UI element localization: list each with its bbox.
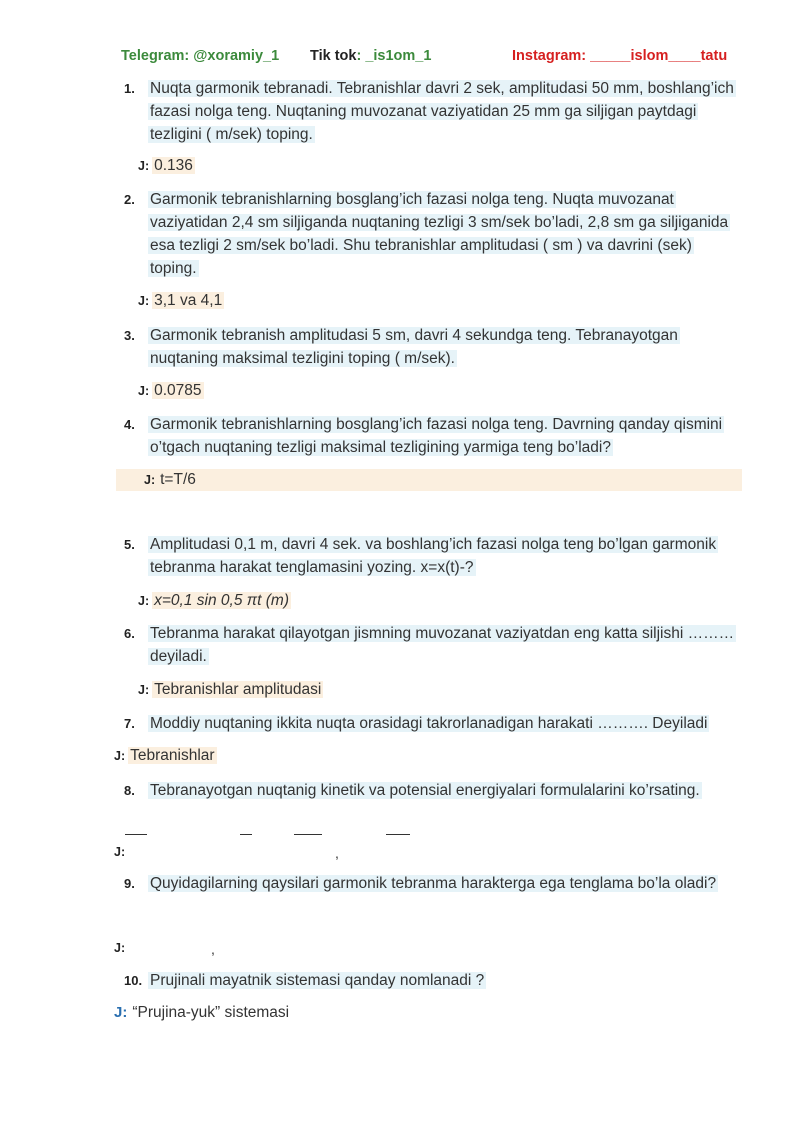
answer-4 <box>116 469 742 491</box>
question-8 <box>124 779 744 802</box>
formula-blank-lines <box>0 822 800 842</box>
question-number: 5. <box>124 537 135 552</box>
question-1 <box>124 77 744 146</box>
answer-label: J: <box>138 683 150 697</box>
question-5 <box>124 533 744 579</box>
question-number: 6. <box>124 626 135 641</box>
answer-label: J: <box>114 749 126 763</box>
answer-9-comma: , <box>211 941 215 957</box>
question-number: 10. <box>124 973 143 988</box>
question-number: 2. <box>124 192 135 207</box>
question-number: 4. <box>124 417 135 432</box>
question-text: Amplitudasi 0,1 m, davri 4 sek. va boshlang’ich fazasi nolga teng bo’lgan garmonik tebranma harakat tenglamasini yozing. x=x(t)-? <box>150 536 717 576</box>
answer-value: Tebranishlar amplitudasi <box>154 681 322 698</box>
answer-label: J: <box>138 384 150 398</box>
answer-value: Tebranishlar <box>130 747 215 764</box>
question-9 <box>124 872 744 895</box>
question-7 <box>124 712 744 735</box>
question-number: 8. <box>124 783 135 798</box>
header-telegram: Telegram: @xoramiy_1 <box>121 48 280 64</box>
answer-10 <box>114 1002 291 1024</box>
header-instagram: Instagram: _____islom____tatu <box>512 48 728 64</box>
question-number: 7. <box>124 716 135 731</box>
question-text: Quyidagilarning qaysilari garmonik tebranma harakterga ega tenglama bo’la oladi? <box>150 875 717 892</box>
question-text: Tebranayotgan nuqtanig kinetik va potensial energiyalari formulalarini ko’rsating. <box>150 782 700 799</box>
answer-9-label <box>114 937 128 959</box>
answer-2 <box>138 290 224 312</box>
question-text: Moddiy nuqtaning ikkita nuqta orasidagi takrorlanadigan harakati ………. Deyiladi <box>150 715 708 732</box>
answer-label: J: <box>138 294 150 308</box>
answer-value: 0.0785 <box>154 382 202 399</box>
answer-label: J: <box>114 941 126 955</box>
answer-label: J: <box>114 845 126 859</box>
tiktok-label: Tik tok <box>310 48 357 64</box>
question-6 <box>124 622 744 668</box>
answer-value: 3,1 va 4,1 <box>154 292 223 309</box>
tiktok-handle: : _is1om_1 <box>356 48 432 64</box>
answer-7 <box>114 745 217 767</box>
question-text: Garmonik tebranishlarning bosglang’ich fazasi nolga teng. Nuqta muvozanat vaziyatidan 2,4 sm siljiganda nuqtaning tezligi 3 sm/sek bo’ladi, 2,8 sm ga siljiganida esa tezligi 2 sm/sek bo’ladi. Shu tebranishlar amplitudasi ( sm ) va davrini (sek) toping. <box>150 191 729 277</box>
question-2 <box>124 188 744 280</box>
question-text: Nuqta garmonik tebranadi. Tebranishlar davri 2 sek, amplitudasi 50 mm, boshlang’ich fazasi nolga teng. Nuqtaning muvozanat vaziyatidan 25 mm ga siljigan paytdagi tezligini ( m/sek) toping. <box>150 80 734 143</box>
question-text: Garmonik tebranishlarning bosglang’ich fazasi nolga teng. Davrning qanday qismini o’tgach nuqtaning tezligi maksimal tezligining yarmiga teng bo’ladi? <box>150 416 723 456</box>
answer-3 <box>138 380 204 402</box>
question-number: 9. <box>124 876 135 891</box>
answer-label: J: <box>114 1004 128 1021</box>
answer-label: J: <box>138 159 150 173</box>
answer-value: “Prujina-yuk” sistemasi <box>132 1004 290 1021</box>
answer-value: x=0,1 sin 0,5 πt (m) <box>154 592 289 609</box>
answer-8-label <box>114 841 128 863</box>
answer-value: 0.136 <box>154 157 193 174</box>
answer-label: J: <box>138 594 150 608</box>
answer-label: J: <box>144 473 156 487</box>
header-tiktok <box>310 48 431 64</box>
question-3 <box>124 324 744 370</box>
question-text: Tebranma harakat qilayotgan jismning muvozanat vaziyatdan eng katta siljishi ………deyiladi. <box>150 625 735 665</box>
answer-6 <box>138 679 323 701</box>
question-4 <box>124 413 744 459</box>
answer-value: t=T/6 <box>160 471 196 488</box>
answer-5 <box>138 590 291 612</box>
question-number: 1. <box>124 81 135 96</box>
question-text: Prujinali mayatnik sistemasi qanday nomlanadi ? <box>150 972 485 989</box>
question-10 <box>124 969 744 992</box>
question-number: 3. <box>124 328 135 343</box>
answer-1 <box>138 155 195 177</box>
question-text: Garmonik tebranish amplitudasi 5 sm, davri 4 sekundga teng. Tebranayotgan nuqtaning maksimal tezligini toping ( m/sek). <box>150 327 678 367</box>
answer-8-comma: , <box>335 845 339 861</box>
